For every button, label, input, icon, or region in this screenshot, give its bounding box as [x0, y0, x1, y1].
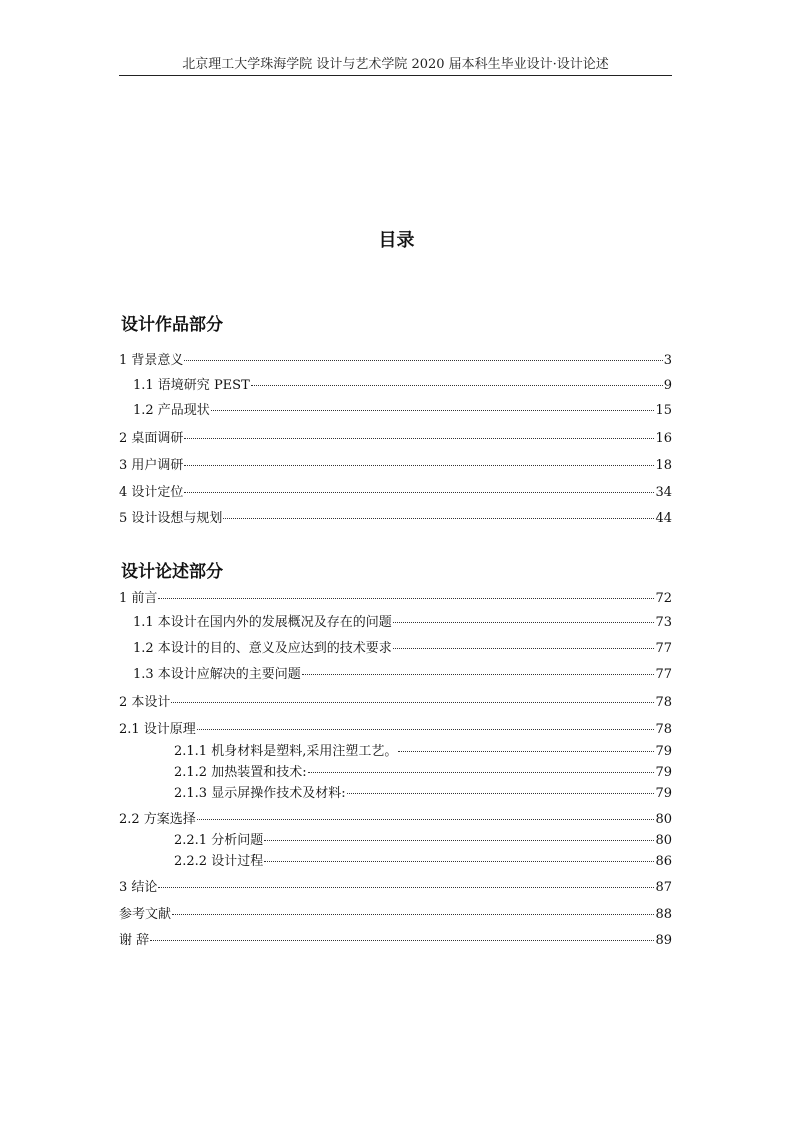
toc-entry-page: 9 [663, 378, 672, 393]
toc-entry[interactable] [119, 590, 672, 608]
section-heading-design-works: 设计作品部分 [121, 315, 223, 335]
toc-entry-page: 88 [655, 907, 672, 922]
toc-entry-page: 77 [655, 641, 672, 656]
toc-entry-title: 1.2 产品现状 [133, 403, 210, 418]
dot-leader [184, 492, 654, 493]
toc-entry-title: 2 桌面调研 [119, 431, 184, 446]
toc-entry-page: 16 [655, 431, 672, 446]
toc-entry[interactable] [174, 764, 672, 782]
toc-entry-title: 2.1.3 显示屏操作技术及材料: [174, 786, 346, 801]
toc-entry[interactable] [174, 832, 672, 850]
toc-entry-page: 79 [655, 786, 672, 801]
toc-entry-title: 5 设计设想与规划 [119, 511, 223, 526]
toc-entry[interactable] [174, 853, 672, 871]
toc-entry[interactable] [133, 666, 672, 684]
toc-entry-page: 18 [655, 458, 672, 473]
toc-entry-page: 73 [655, 615, 672, 630]
toc-entry-title: 2.2 方案选择 [119, 812, 196, 827]
toc-title: 目录 [378, 230, 415, 251]
toc-entry-page: 86 [655, 854, 672, 869]
toc-entry-page: 3 [663, 353, 672, 368]
toc-entry-title: 谢 辞 [119, 933, 150, 948]
dot-leader [184, 465, 654, 466]
toc-entry-page: 79 [655, 765, 672, 780]
toc-entry-page: 34 [655, 485, 672, 500]
toc-entry-title: 2.1.2 加热装置和技术: [174, 765, 307, 780]
toc-entry-title: 2 本设计 [119, 695, 171, 710]
dot-leader [184, 438, 654, 439]
toc-entry[interactable] [174, 743, 672, 761]
dot-leader [308, 772, 655, 773]
dot-leader [398, 751, 654, 752]
toc-entry-title: 1.2 本设计的目的、意义及应达到的技术要求 [133, 641, 392, 656]
dot-leader [347, 793, 655, 794]
toc-entry-title: 参考文献 [119, 907, 172, 922]
toc-entry[interactable] [119, 879, 672, 897]
toc-entry-title: 2.1 设计原理 [119, 722, 196, 737]
toc-entry-title: 3 用户调研 [119, 458, 184, 473]
toc-entry-title: 4 设计定位 [119, 485, 184, 500]
section-heading-design-discussion: 设计论述部分 [121, 562, 223, 582]
toc-entry[interactable] [133, 377, 672, 395]
toc-entry[interactable] [119, 352, 672, 370]
toc-entry-title: 2.2.1 分析问题 [174, 833, 264, 848]
toc-entry[interactable] [174, 785, 672, 803]
toc-entry[interactable] [119, 906, 672, 924]
toc-entry-title: 1.1 语境研究 PEST [133, 378, 250, 393]
toc-entry-title: 2.2.2 设计过程 [174, 854, 264, 869]
toc-entry-title: 1.1 本设计在国内外的发展概况及存在的问题 [133, 615, 392, 630]
toc-entry-page: 80 [655, 812, 672, 827]
dot-leader [223, 518, 654, 519]
toc-entry-title: 1.3 本设计应解决的主要问题 [133, 667, 301, 682]
toc-entry-title: 1 前言 [119, 591, 158, 606]
dot-leader [197, 819, 655, 820]
toc-entry[interactable] [119, 721, 672, 739]
toc-entry-page: 72 [655, 591, 672, 606]
dot-leader [172, 914, 654, 915]
toc-entry[interactable] [119, 510, 672, 528]
dot-leader [264, 861, 654, 862]
toc-entry-page: 87 [655, 880, 672, 895]
toc-entry[interactable] [119, 811, 672, 829]
header-rule [119, 75, 672, 76]
toc-entry-page: 77 [655, 667, 672, 682]
dot-leader [150, 940, 654, 941]
dot-leader [171, 702, 654, 703]
toc-entry[interactable] [119, 430, 672, 448]
toc-entry-page: 44 [655, 511, 672, 526]
toc-entry[interactable] [133, 614, 672, 632]
toc-entry-page: 79 [655, 744, 672, 759]
dot-leader [158, 598, 654, 599]
toc-entry-page: 78 [655, 722, 672, 737]
toc-entry-page: 80 [655, 833, 672, 848]
toc-entry-page: 78 [655, 695, 672, 710]
dot-leader [251, 385, 663, 386]
toc-entry-title: 3 结论 [119, 880, 158, 895]
dot-leader [302, 674, 655, 675]
dot-leader [197, 729, 655, 730]
toc-entry-page: 15 [655, 403, 672, 418]
toc-entry[interactable] [119, 484, 672, 502]
toc-entry[interactable] [119, 457, 672, 475]
dot-leader [158, 887, 654, 888]
toc-entry[interactable] [133, 640, 672, 658]
toc-entry-title: 2.1.1 机身材料是塑料,采用注塑工艺。 [174, 744, 398, 759]
dot-leader [393, 622, 655, 623]
toc-entry[interactable] [119, 694, 672, 712]
toc-entry[interactable] [119, 932, 672, 950]
running-header: 北京理工大学珠海学院 设计与艺术学院 2020 届本科生毕业设计·设计论述 [182, 57, 609, 72]
dot-leader [393, 648, 655, 649]
toc-entry-title: 1 背景意义 [119, 353, 184, 368]
toc-entry[interactable] [133, 402, 672, 420]
dot-leader [184, 360, 662, 361]
dot-leader [211, 410, 655, 411]
dot-leader [264, 840, 654, 841]
toc-entry-page: 89 [655, 933, 672, 948]
